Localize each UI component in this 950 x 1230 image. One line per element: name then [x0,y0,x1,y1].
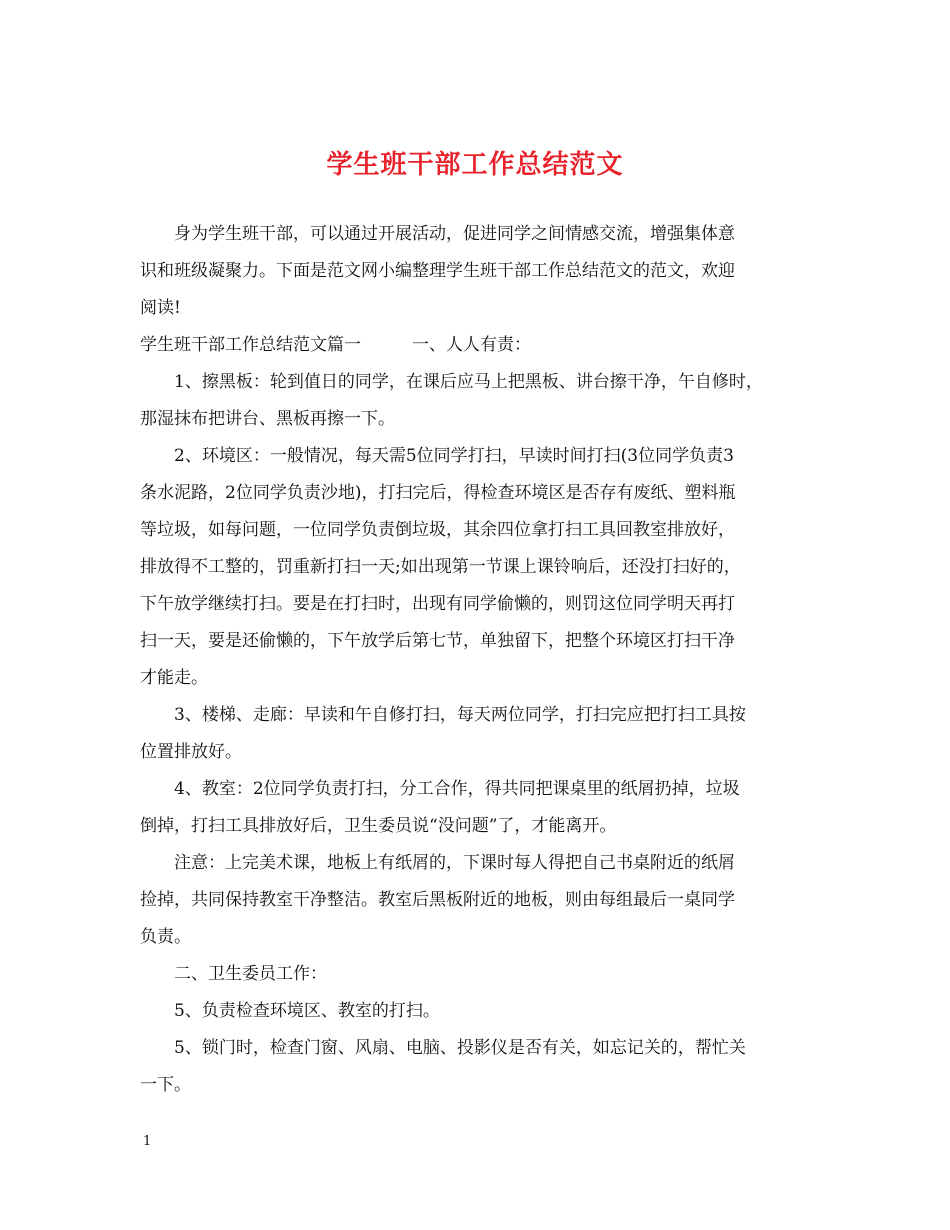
text-line: 倒掉，打扫工具排放好后，卫生委员说“没问题”了，才能离开。 [140,816,617,836]
paragraph-inspection [140,993,820,1030]
text-line: 负责。 [140,927,191,947]
document-title: 学生班干部工作总结范文 [326,150,624,180]
text-line: 学生班干部工作总结范文篇一 一、人人有责： [140,335,531,355]
text-line: 身为学生班干部，可以通过开展活动，促进同学之间情感交流，增强集体意 [174,224,735,244]
text-line: 等垃圾，如每问题，一位同学负责倒垃圾，其余四位拿打扫工具回教室排放好， [140,520,735,540]
paragraph-stairs-cont [140,734,820,771]
text-line: 4、教室：2位同学负责打扫，分工合作，得共同把课桌里的纸屑扔掉，垃圾 [174,779,740,799]
text-line: 二、卫生委员工作： [174,964,327,984]
paragraph-section-two [140,956,820,993]
paragraph-note [140,845,820,882]
text-line: 2、环境区：一般情况，每天需5位同学打扫，早读时间打扫(3位同学负责3 [174,446,734,466]
text-line: 5、锁门时，检查门窗、风扇、电脑、投影仪是否有关，如忘记关的，帮忙关 [174,1038,746,1058]
text-line: 捡掉，共同保持教室干净整洁。教室后黑板附近的地板，则由每组最后一桌同学 [140,890,735,910]
paragraph-lock-door [140,1030,820,1067]
text-line: 1、擦黑板：轮到值日的同学，在课后应马上把黑板、讲台擦干净，午自修时， [174,372,763,392]
paragraph-classroom [140,771,820,808]
text-line: 那湿抹布把讲台、黑板再擦一下。 [140,409,395,429]
paragraph-environment-cont [140,475,820,697]
document-body [140,216,820,1104]
paragraph-lock-door-cont [140,1067,820,1104]
text-line: 一下。 [140,1075,191,1095]
text-line: 识和班级凝聚力。下面是范文网小编整理学生班干部工作总结范文的范文，欢迎 [140,261,735,281]
paragraph-environment [140,438,820,475]
paragraph-stairs [140,697,820,734]
text-line: 位置排放好。 [140,742,242,762]
paragraph-note-cont [140,882,820,956]
text-line: 3、楼梯、走廊：早读和午自修打扫，每天两位同学，打扫完应把打扫工具按 [174,705,746,725]
paragraph-classroom-cont [140,808,820,845]
intro-paragraph [140,216,820,253]
page-number: 1 [143,1134,152,1149]
paragraph-blackboard [140,364,820,401]
text-line: 下午放学继续打扫。要是在打扫时，出现有同学偷懒的，则罚这位同学明天再打 [140,594,735,614]
text-line: 才能走。 [140,668,208,688]
paragraph-blackboard-cont [140,401,820,438]
text-line: 扫一天，要是还偷懒的，下午放学后第七节，单独留下，把整个环境区打扫干净 [140,631,735,651]
text-line: 5、负责检查环境区、教室的打扫。 [174,1001,440,1021]
text-line: 注意：上完美术课，地板上有纸屑的，下课时每人得把自己书桌附近的纸屑 [174,853,735,873]
text-line: 阅读! [140,298,181,318]
intro-continuation [140,253,820,327]
text-line: 排放得不工整的，罚重新打扫一天;如出现第一节课上课铃响后，还没打扫好的， [140,557,741,577]
section-heading [140,327,820,364]
text-line: 条水泥路，2位同学负责沙地)，打扫完后，得检查环境区是否存有废纸、塑料瓶 [140,483,736,503]
